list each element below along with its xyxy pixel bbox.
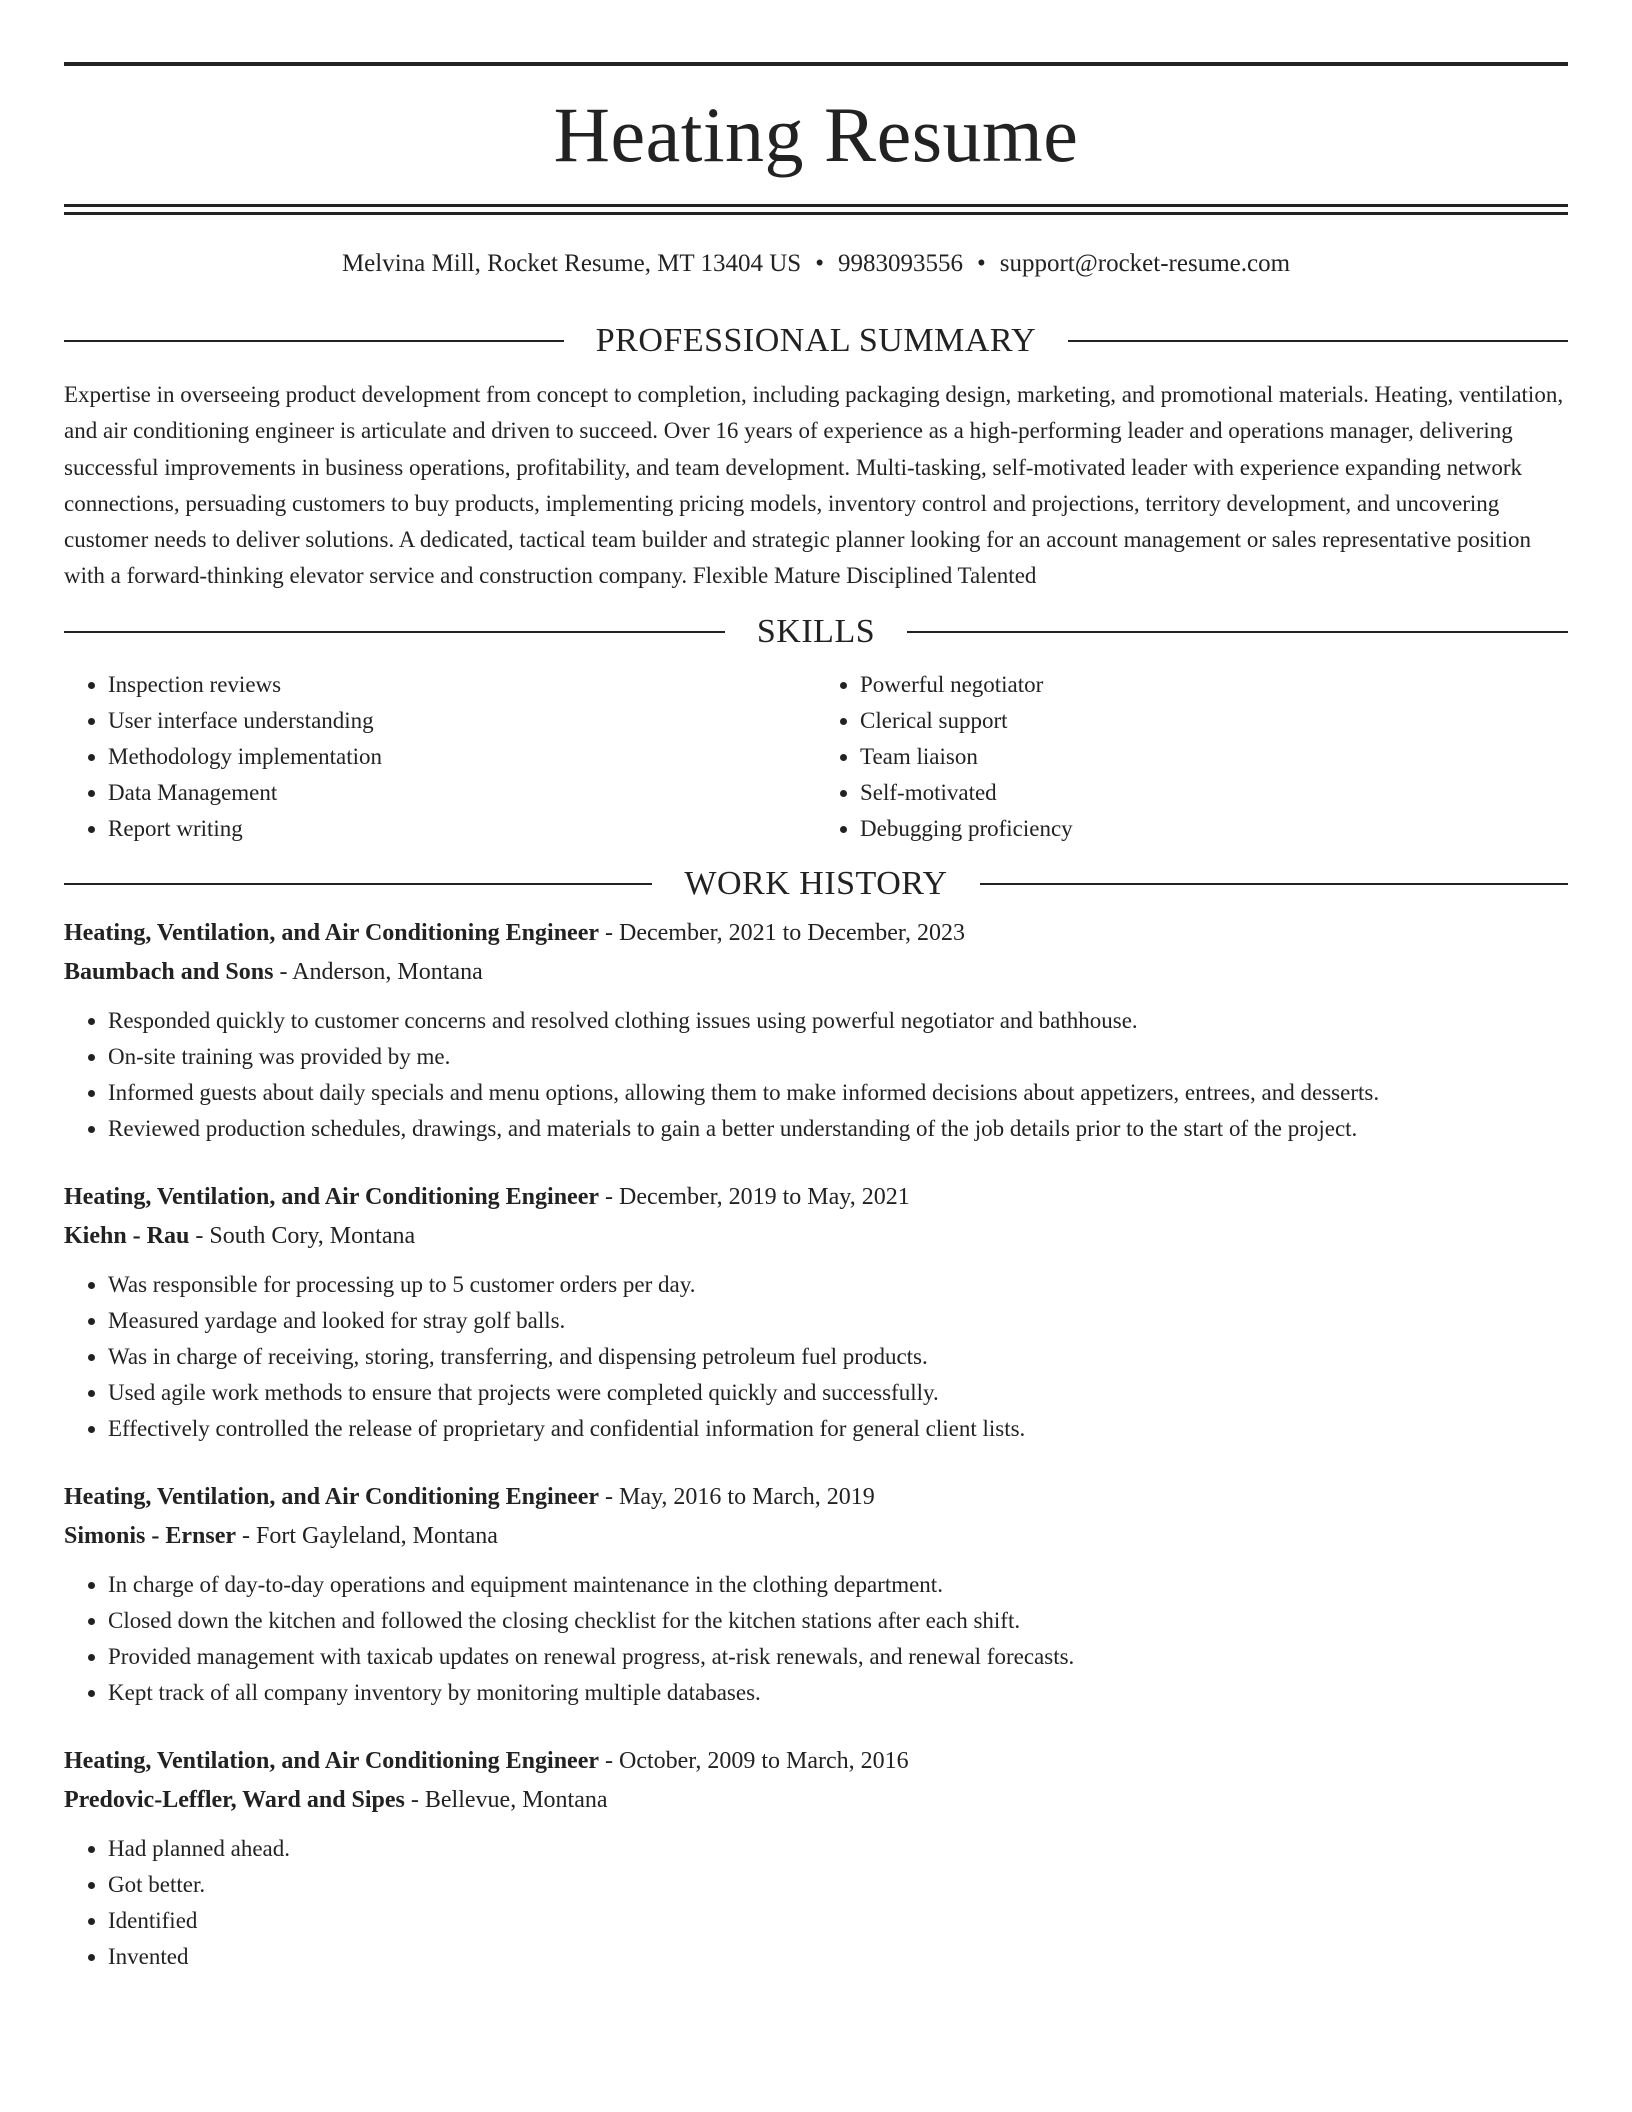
job-company-line [64,1217,1568,1255]
skill-item: • Inspection reviews [108,667,816,703]
summary-text: Expertise in overseeing product development from concept to completion, including packaging design, marketing, and promotional materials. Heating, ventilation, and air conditioning engineer is articulate and driven to succeed. Over 16 years of experience as a high-performing leader and operations manager, delivering successful improvements in business operations, profitability, and team development. Multi-tasking, self-motivated leader with experience expanding network connections, persuading customers to buy products, implementing pricing models, inventory control and projections, territory development, and uncovering customer needs to deliver solutions. A dedicated, tactical team builder and strategic planner looking for an account management or sales representative position with a forward-thinking elevator service and construction company. Flexible Mature Disciplined Talented [64,382,1564,589]
job-bullet: • Reviewed production schedules, drawings, and materials to gain a better understanding of the job details prior to the start of the project. [108,1111,1568,1147]
job-company: Simonis - Ernser [64,1522,237,1549]
job-bullet: • Provided management with taxicab updates on renewal progress, at-risk renewals, and renewal forecasts. [108,1639,1568,1675]
job-bullet: • Closed down the kitchen and followed the closing checklist for the kitchen stations after each shift. [108,1603,1568,1639]
job-location: - Bellevue, Montana [404,1786,608,1813]
job-bullet: • Invented [108,1939,1568,1975]
job-entry [64,1477,1568,1711]
section-title: SKILLS [756,612,876,650]
skill-item: • Data Management [108,775,816,811]
job-entry [64,1177,1568,1447]
job-company-line [64,1781,1568,1819]
job-entry [64,1741,1568,1975]
job-bullet: • Used agile work methods to ensure that projects were completed quickly and successfully. [108,1375,1568,1411]
section-heading-work-history [64,864,1568,902]
job-dates: - May, 2016 to March, 2019 [599,1483,875,1510]
job-title: Heating, Ventilation, and Air Conditioning Engineer [64,1747,599,1774]
heading-rule [980,883,1568,885]
heading-rule [1068,340,1568,342]
skill-item: • Clerical support [860,703,1568,739]
section-title: PROFESSIONAL SUMMARY [595,322,1037,359]
contact-email: support@rocket-resume.com [999,250,1291,277]
job-title: Heating, Ventilation, and Air Conditioning Engineer [64,1483,599,1510]
job-bullet: • Informed guests about daily specials and menu options, allowing them to make informed decisions about appetizers, entrees, and desserts. [108,1075,1568,1111]
section-heading-skills [64,612,1568,650]
job-company-line [64,1517,1568,1555]
skills-column-left [64,667,816,847]
job-company-line [64,953,1568,991]
job-bullet: • In charge of day-to-day operations and equipment maintenance in the clothing department. [108,1567,1568,1603]
contact-separator: • [976,250,986,277]
job-title-line [64,1741,1568,1781]
job-bullet: • Was in charge of receiving, storing, transferring, and dispensing petroleum fuel products. [108,1339,1568,1375]
job-location: - Fort Gayleland, Montana [236,1522,498,1549]
heading-rule [64,631,725,633]
job-title-line [64,913,1568,953]
resume-title: Heating Resume [553,91,1079,178]
job-bullet: • On-site training was provided by me. [108,1039,1568,1075]
job-title-line [64,1177,1568,1217]
skill-item: • Report writing [108,811,816,847]
skills-column-right [816,667,1568,847]
top-rule [64,62,1568,66]
job-bullet: • Had planned ahead. [108,1831,1568,1867]
job-company: Predovic-Leffler, Ward and Sipes [64,1786,405,1813]
heading-rule [64,340,564,342]
job-bullet: • Got better. [108,1867,1568,1903]
contact-separator: • [815,250,824,277]
job-bullet: • Measured yardage and looked for stray golf balls. [108,1303,1568,1339]
job-bullet: • Effectively controlled the release of proprietary and confidential information for general client lists. [108,1411,1568,1447]
job-title: Heating, Ventilation, and Air Conditioning Engineer [64,1183,599,1210]
job-bullet: • Identified [108,1903,1568,1939]
job-dates: - October, 2009 to March, 2016 [599,1747,909,1774]
section-title: WORK HISTORY [684,864,948,902]
job-bullet: • Kept track of all company inventory by monitoring multiple databases. [108,1675,1568,1711]
job-dates: - December, 2021 to December, 2023 [599,919,965,946]
skill-item: • Powerful negotiator [860,667,1568,703]
skill-item: • Debugging proficiency [860,811,1568,847]
contact-address: Melvina Mill, Rocket Resume, MT 13404 US [341,250,802,277]
skill-item: • Methodology implementation [108,739,816,775]
skill-item: • User interface understanding [108,703,816,739]
job-dates: - December, 2019 to May, 2021 [599,1183,910,1210]
job-bullet: • Responded quickly to customer concerns and resolved clothing issues using powerful negotiator and bathhouse. [108,1003,1568,1039]
heading-rule [64,883,652,885]
section-heading-summary [64,324,1568,358]
job-bullets [64,1003,1568,1147]
job-entry [64,913,1568,1147]
contact-line [64,251,1568,279]
job-title-line [64,1477,1568,1517]
job-location: - Anderson, Montana [273,958,483,985]
job-bullets [64,1567,1568,1711]
heading-rule [907,631,1568,633]
job-bullet: • Was responsible for processing up to 5 customer orders per day. [108,1267,1568,1303]
job-bullets [64,1831,1568,1975]
contact-phone: 9983093556 [837,250,963,277]
job-location: - South Cory, Montana [189,1222,416,1249]
job-company: Baumbach and Sons [64,958,274,985]
job-company: Kiehn - Rau [64,1222,190,1249]
job-title: Heating, Ventilation, and Air Conditioning Engineer [64,919,599,946]
skill-item: • Team liaison [860,739,1568,775]
job-bullets [64,1267,1568,1447]
skills-list [64,667,1568,847]
title-double-rule [64,204,1568,215]
skill-item: • Self-motivated [860,775,1568,811]
